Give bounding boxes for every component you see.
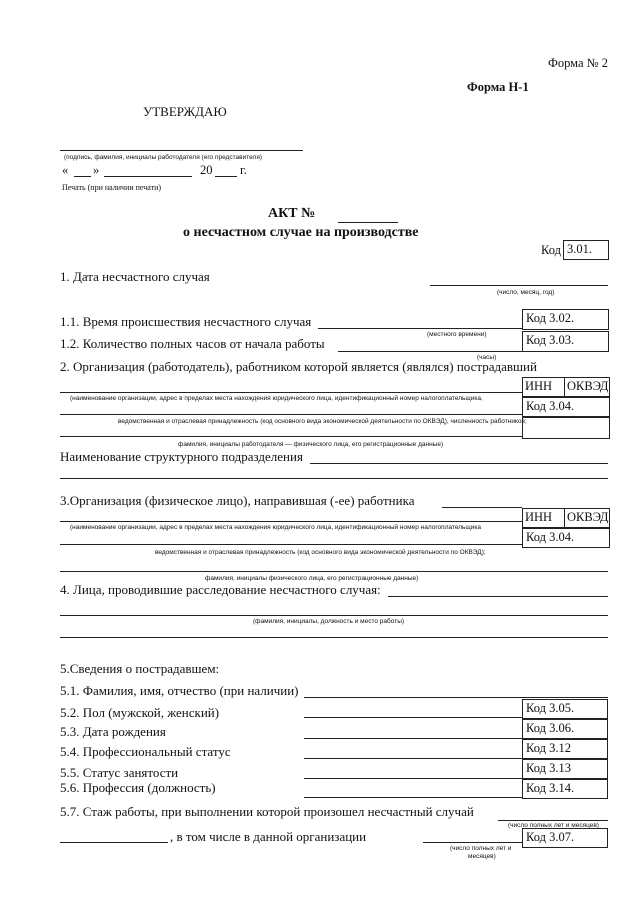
prof-status-line[interactable] [304,758,522,759]
sending-org-line-2[interactable] [60,544,522,545]
experience-total-line[interactable] [60,842,168,843]
year-suffix: г. [240,163,247,177]
accident-date-caption: (число, месяц, год) [497,289,555,296]
experience-line[interactable] [498,820,608,821]
org-line-3[interactable] [60,436,522,437]
section5-label: 5.Сведения о пострадавшем: [60,661,220,676]
code-box-3-04-org[interactable]: Код 3.04. [522,397,610,417]
signature-line[interactable] [60,150,303,151]
hours-caption: (часы) [477,354,497,361]
employment-status-line[interactable] [304,778,522,779]
experience-org-line[interactable] [423,842,522,843]
code-box-3-13[interactable]: Код 3.13 [522,759,608,779]
sending-org-caption-3: фамилия, инициалы физического лица, его регистрационные данные) [205,575,419,582]
inn-okved-divider-3 [564,508,565,528]
accident-date-line[interactable] [430,285,608,286]
investigators-line-2[interactable] [60,615,608,616]
date-open-quote: « [62,163,69,177]
item-5-1-label: 5.1. Фамилия, имя, отчество (при наличии) [60,683,299,698]
code-box-3-04-sending[interactable]: Код 3.04. [522,528,610,548]
sending-org-line-0[interactable] [442,507,522,508]
code-box-3-02[interactable]: Код 3.02. [522,309,609,330]
subdivision-line-1[interactable] [310,463,608,464]
sex-line[interactable] [304,717,522,718]
item-5-4-label: 5.4. Профессиональный статус [60,744,231,759]
section3-label: 3.Организация (физическое лицо), направившая (-ее) работника [60,493,415,508]
code-box-3-12[interactable]: Код 3.12 [522,739,608,759]
form-number: Форма № 2 [548,56,608,70]
okved-label: ОКВЭД [567,379,609,393]
experience-org-caption-1: (число полных лет и [450,845,512,852]
birth-date-line[interactable] [304,738,522,739]
full-name-line[interactable] [304,697,608,698]
code-box-3-14[interactable]: Код 3.14. [522,779,608,799]
signature-caption: (подпись, фамилия, инициалы работодателя (его представителя) [64,154,263,161]
code-box-3-01[interactable]: 3.01. [563,240,609,260]
year-prefix: 20 [200,163,213,177]
org-line-2[interactable] [60,414,522,415]
org-caption-3: фамилия, инициалы работодателя — физического лица, его регистрационные данные) [178,441,444,448]
approve-label: УТВЕРЖДАЮ [143,104,227,119]
inn-label: ИНН [525,379,553,393]
org-caption-2: ведомственная и отраслевая принадлежность (код основного вида экономической деятельности по ОКВЭД), численность работников; [118,418,527,425]
date-close-quote: » [93,163,100,177]
day-line[interactable] [74,176,91,177]
experience-org-caption-2: месяцев) [468,853,496,860]
experience-caption: (число полных лет и месяцев) [508,822,599,829]
sending-org-caption-2: ведомственная и отраслевая принадлежность (код основного вида экономической деятельности по ОКВЭД); [155,549,486,556]
act-number-line[interactable] [338,222,398,223]
subdivision-label: Наименование структурного подразделения [60,449,303,464]
subdivision-line-2[interactable] [60,478,608,479]
item-5-3-label: 5.3. Дата рождения [60,724,166,739]
code-box-3-06[interactable]: Код 3.06. [522,719,608,739]
section1-label: 1. Дата несчастного случая [60,269,210,284]
time-caption: (местного времени) [427,331,487,338]
item-5-6-label: 5.6. Профессия (должность) [60,780,216,795]
item-5-7-mid: , в том числе в данной организации [170,829,367,844]
month-line[interactable] [104,176,192,177]
investigators-caption: (фамилия, инициалы, должность и место работы) [253,618,405,625]
inn-okved-divider [564,377,565,397]
investigators-line-1[interactable] [388,596,608,597]
section4-label: 4. Лица, проводившие расследование несчастного случая: [60,582,381,597]
act-label: АКТ № [268,206,316,221]
item-5-2-label: 5.2. Пол (мужской, женский) [60,705,220,720]
item-5-7-label: 5.7. Стаж работы, при выполнении которой произошел несчастный случай [60,804,474,819]
code-label: Код [541,243,561,257]
time-line[interactable] [318,328,523,329]
item-1-1-label: 1.1. Время происшествия несчастного случая [60,314,312,329]
code-box-3-05[interactable]: Код 3.05. [522,699,608,719]
stamp-note: Печать (при наличии печати) [62,183,162,192]
profession-line[interactable] [304,797,522,798]
code-box-3-03[interactable]: Код 3.03. [522,331,609,352]
inn-label-3: ИНН [525,510,553,524]
year-line[interactable] [215,176,237,177]
item-5-5-label: 5.5. Статус занятости [60,765,179,780]
item-1-2-label: 1.2. Количество полных часов от начала работы [60,336,325,351]
code-box-3-07[interactable]: Код 3.07. [522,828,608,848]
section2-label: 2. Организация (работодатель), работником которой является (являлся) пострадавший [60,359,537,374]
extra-code-box[interactable] [522,417,610,439]
okved-label-3: ОКВЭД [567,510,609,524]
org-caption-1: (наименование организации, адрес в пределах места нахождения юридического лица, идентификационный номер налогоплательщика, [70,395,483,402]
hours-line[interactable] [338,351,523,352]
org-line-1[interactable] [60,392,522,393]
sending-org-caption-1: (наименование организации, адрес в пределах места нахождения юридического лица, идентификационный номер налогоплательщика [70,524,482,531]
sending-org-line-3[interactable] [60,571,608,572]
act-subtitle: о несчастном случае на производстве [183,225,419,240]
form-code: Форма Н-1 [467,80,529,94]
sending-org-line-1[interactable] [60,521,522,522]
investigators-line-3[interactable] [60,637,608,638]
